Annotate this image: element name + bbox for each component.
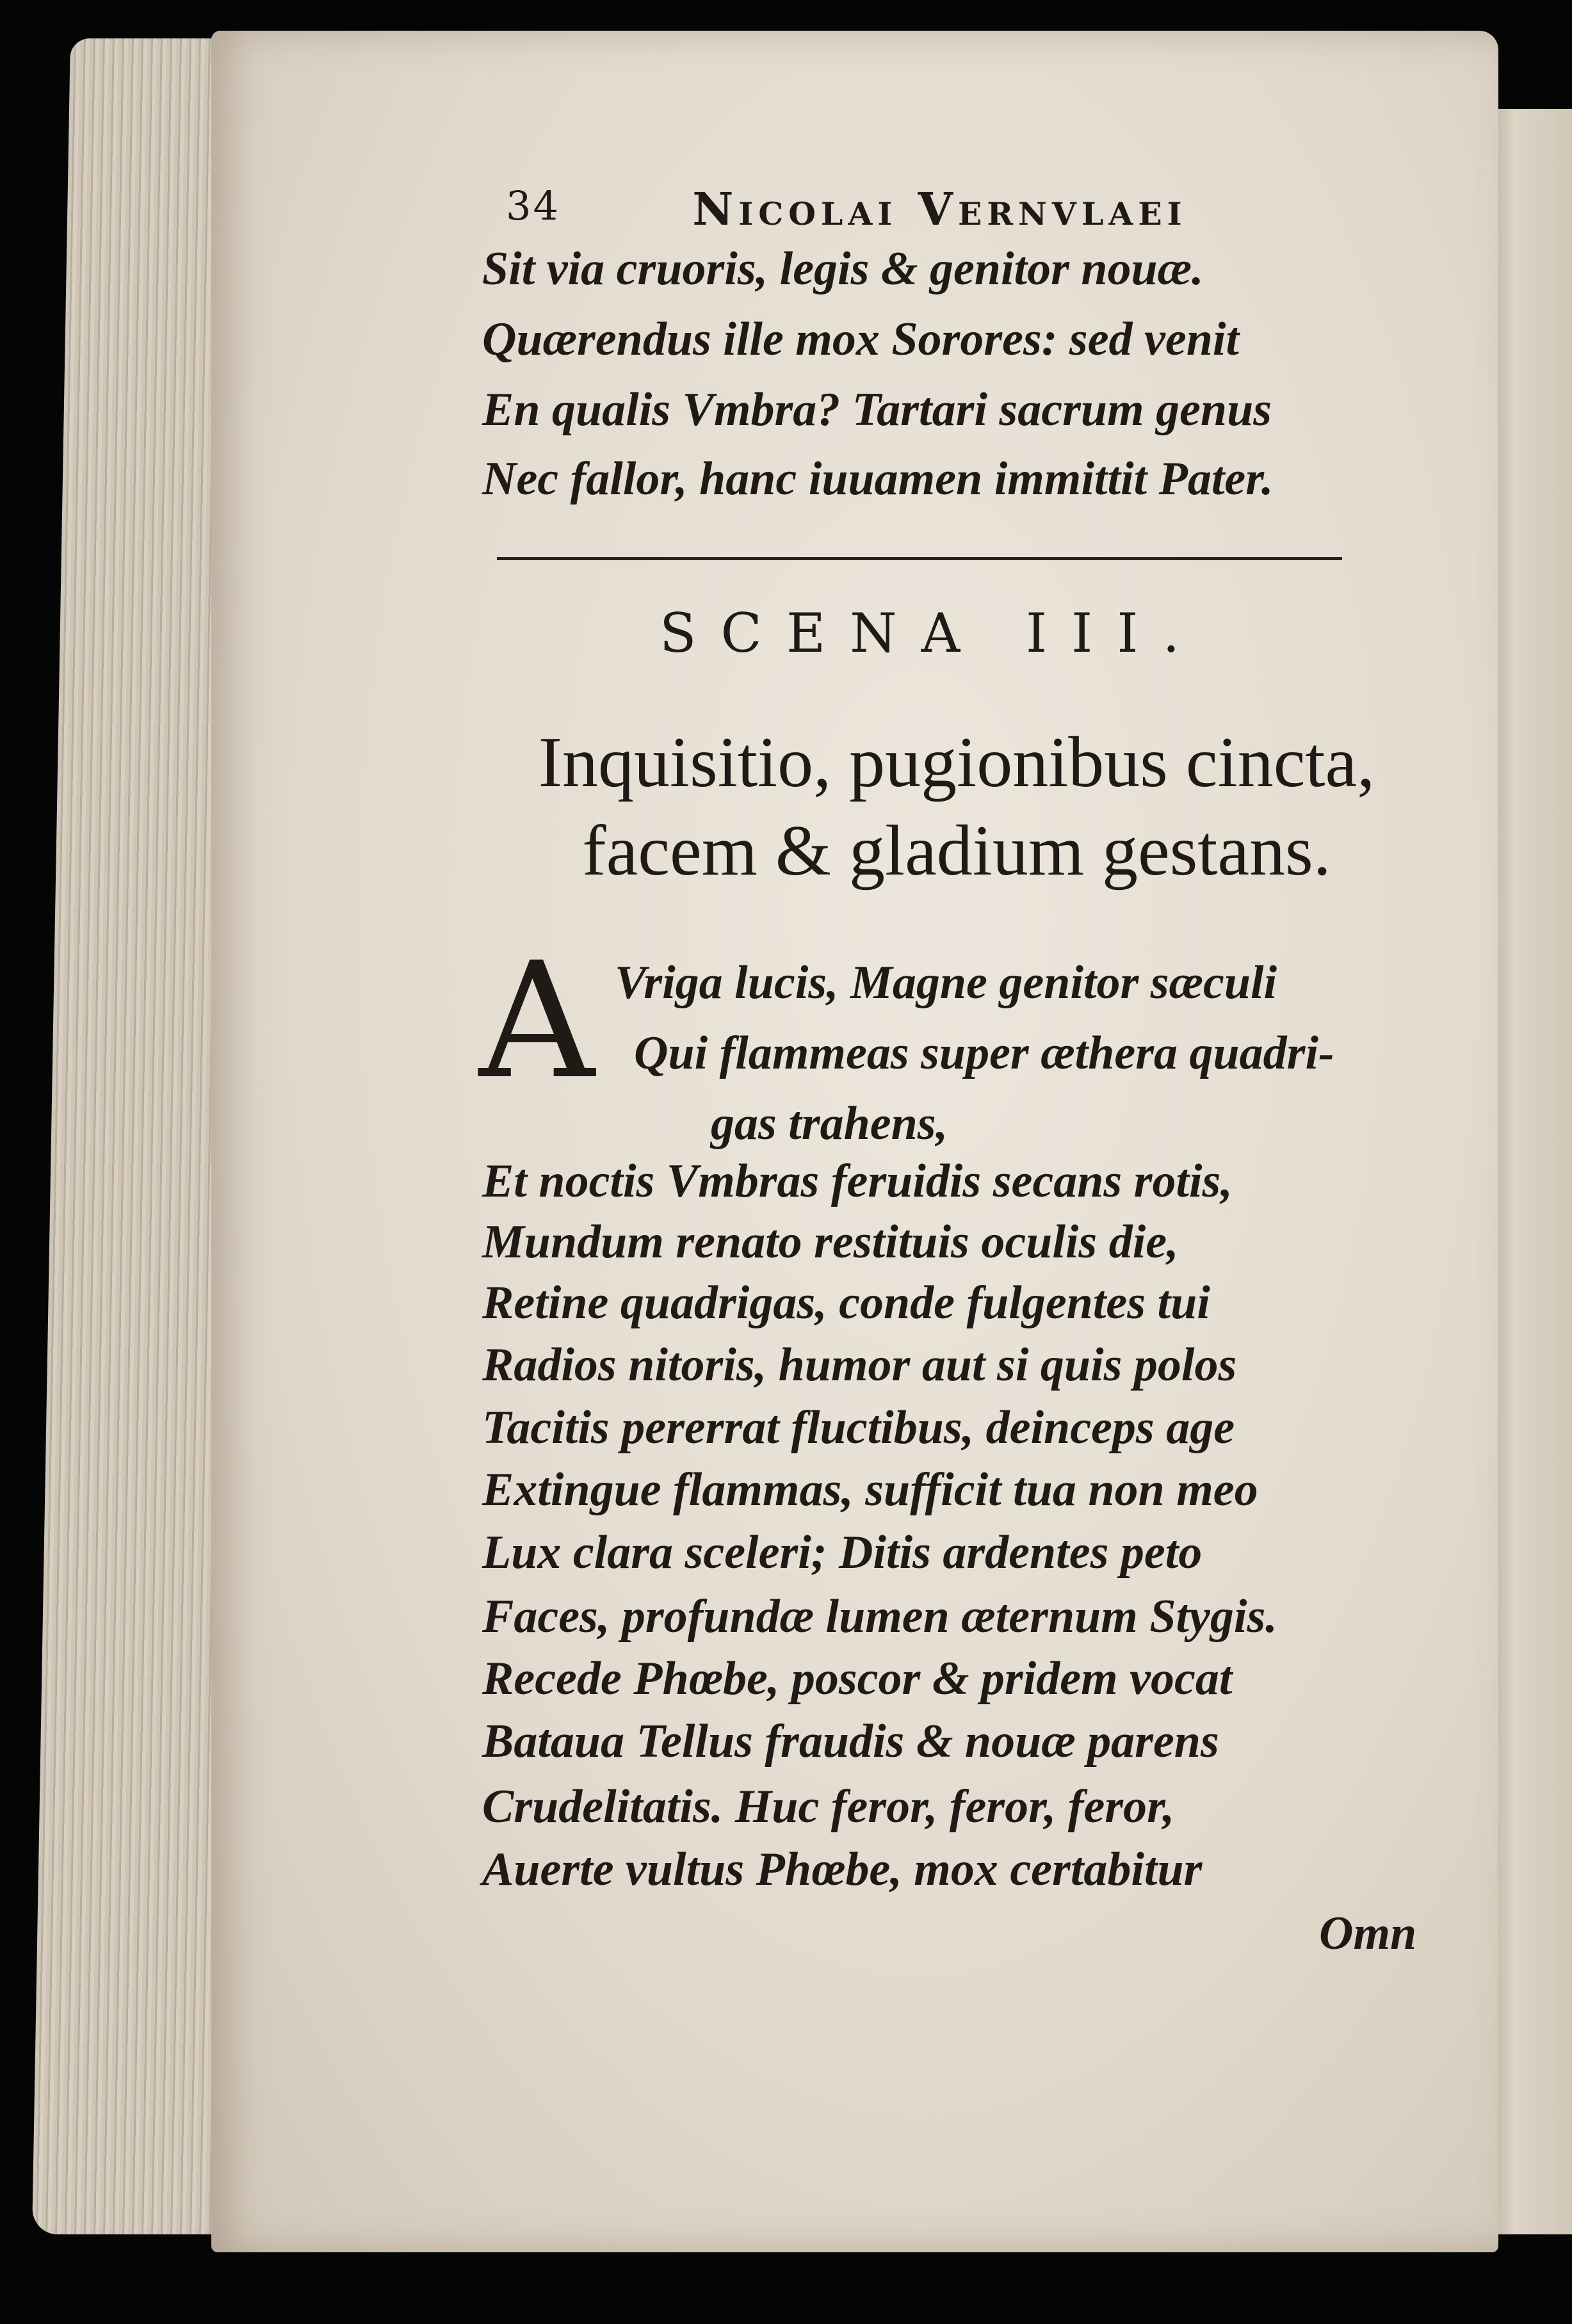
verse-line: Retine quadrigas, conde fulgentes tui [482,1277,1210,1329]
verse-line: Qui flammeas super æthera quadri- [634,1027,1334,1079]
verse-line: Faces, profundæ lumen æternum Stygis. [482,1590,1277,1643]
verse-line: gas trahens, [711,1097,948,1150]
scene-subtitle: facem & gladium gestans. [582,811,1331,891]
verse-line: Bataua Tellus fraudis & nouæ parens [482,1715,1219,1768]
verse-line: Et noctis Vmbras feruidis secans rotis, [482,1155,1233,1207]
verse-line: En qualis Vmbra? Tartari sacrum genus [482,383,1272,436]
verse-line: Mundum renato restituis oculis die, [482,1216,1179,1268]
verse-line: Crudelitatis. Huc feror, feror, feror, [482,1780,1175,1833]
drop-cap: A [479,928,595,1114]
catchword: Omn [1319,1907,1417,1960]
running-title: Nicolai Vernvlaei [692,182,1187,236]
page-number: 34 [506,182,560,229]
verse-line: Lux clara sceleri; Ditis ardentes peto [482,1526,1203,1579]
verse-line: Radios nitoris, humor aut si quis polos [482,1339,1237,1391]
running-header [506,182,1319,236]
verse-line: Quærendus ille mox Sorores: sed venit [482,313,1240,366]
verse-line: Auerte vultus Phœbe, mox certabitur [482,1843,1203,1896]
verse-line: Extingue flammas, sufficit tua non meo [482,1464,1258,1516]
divider-rule [497,557,1342,560]
verse-line: Tacitis pererrat fluctibus, deinceps age [482,1401,1235,1454]
verse-line: Vriga lucis, Magne genitor sæculi [615,956,1277,1009]
verse-line: Sit via cruoris, legis & genitor nouæ. [482,243,1204,295]
verse-line: Recede Phœbe, poscor & pridem vocat [482,1652,1233,1705]
scene-subtitle: Inquisitio, pugionibus cincta, [538,723,1375,802]
verse-line: Nec fallor, hanc iuuamen immittit Pater. [482,453,1274,505]
scene-title: SCENA III. [660,602,1204,665]
